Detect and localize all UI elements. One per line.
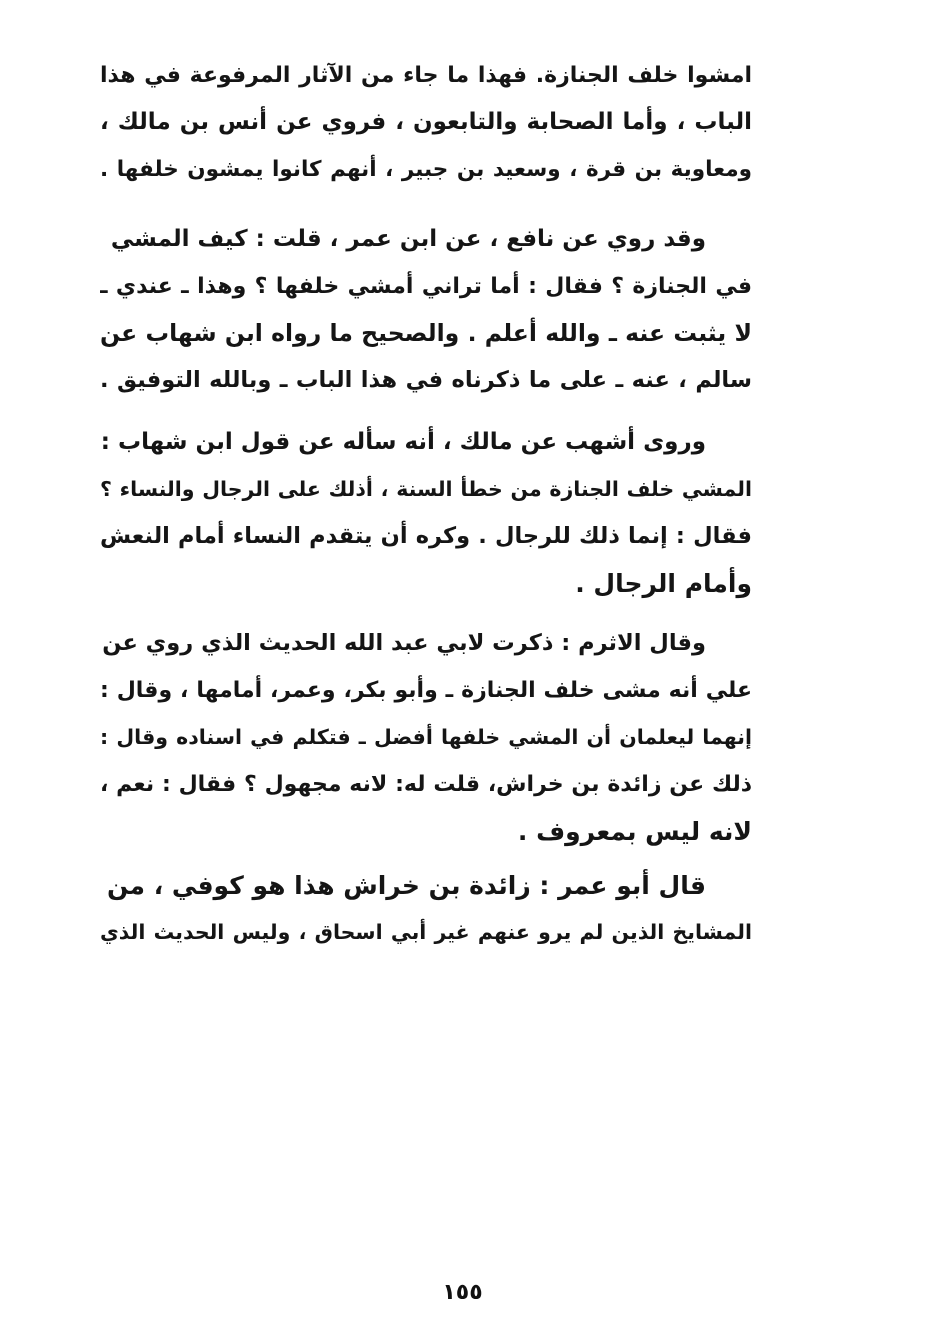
- text-line: المشي خلف الجنازة من خطأ السنة ، أذلك على الرجال والنساء ؟: [100, 477, 752, 501]
- page-number: ١٥٥: [442, 1280, 483, 1305]
- text-line: فقال : إنما ذلك للرجال . وكره أن يتقدم النساء أمام النعش: [100, 523, 752, 549]
- text-line: امشوا خلف الجنازة. فهذا ما جاء من الآثار المرفوعة في هذا: [100, 63, 752, 88]
- paragraph-3: [100, 419, 752, 607]
- text-line: وروى أشهب عن مالك ، أنه سأله عن قول ابن شهاب :: [100, 429, 706, 455]
- paragraph-4: [100, 620, 752, 855]
- text-line: وأمام الرجال .: [575, 569, 752, 598]
- text-line: لا يثبت عنه ـ والله أعلم . والصحيح ما رواه ابن شهاب عن: [100, 319, 752, 347]
- text-line: قال أبو عمر : زائدة بن خراش هذا هو كوفي ، من: [107, 871, 706, 900]
- text-line: الباب ، وأما الصحابة والتابعون ، فروي عن أنس بن مالك ،: [100, 109, 752, 135]
- text-line: المشايخ الذين لم يرو عنهم غير أبي اسحاق ، وليس الحديث الذي: [100, 920, 752, 944]
- text-line: علي أنه مشى خلف الجنازة ـ وأبو بكر، وعمر، أمامها ، وقال :: [100, 678, 752, 703]
- text-line: وقال الاثرم : ذكرت لابي عبد الله الحديث الذي روي عن: [102, 630, 706, 656]
- text-line: وقد روي عن نافع ، عن ابن عمر ، قلت : كيف المشي: [110, 226, 706, 252]
- text-line: ومعاوية بن قرة ، وسعيد بن جبير ، أنهم كانوا يمشون خلفها .: [100, 157, 752, 182]
- text-line: في الجنازة ؟ فقال : أما تراني أمشي خلفها ؟ وهذا ـ عندي ـ: [100, 274, 752, 299]
- text-line: لانه ليس بمعروف .: [517, 817, 752, 846]
- paragraph-1: [100, 52, 752, 193]
- paragraph-5: [100, 862, 752, 956]
- paragraph-2: [100, 216, 752, 404]
- text-line: إنهما ليعلمان أن المشي خلفها أفضل ـ فتكلم في اسناده وقال :: [100, 725, 752, 749]
- text-line: ذلك عن زائدة بن خراش، قلت له: لانه مجهول ؟ فقال : نعم ،: [100, 772, 752, 797]
- text-line: سالم ، عنه ـ على ما ذكرناه في هذا الباب ـ وبالله التوفيق .: [100, 367, 752, 393]
